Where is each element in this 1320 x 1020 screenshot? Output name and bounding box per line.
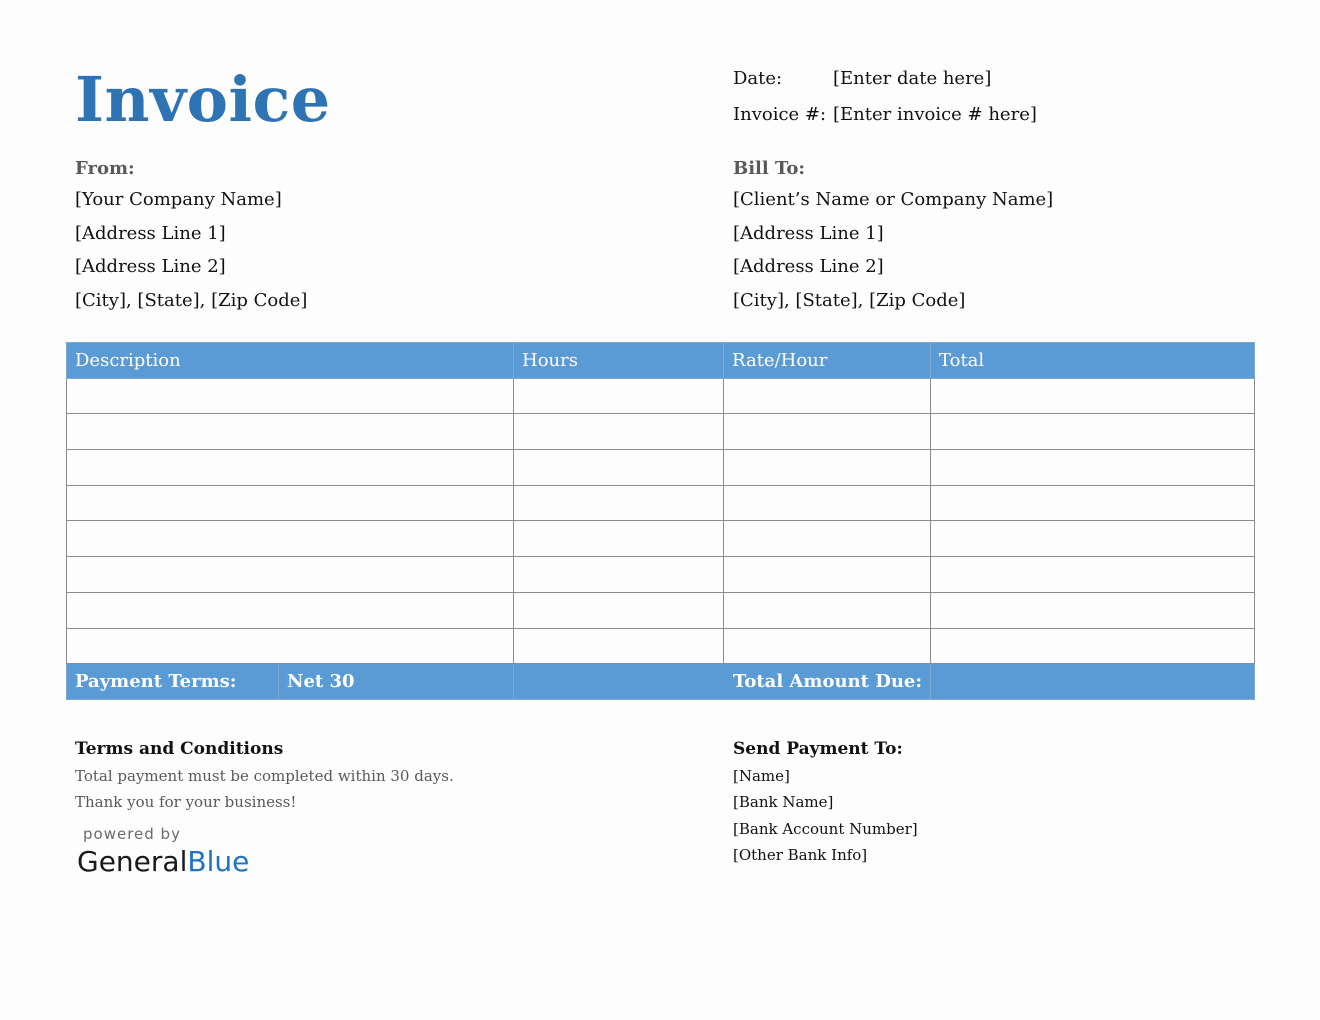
description-cell[interactable] <box>67 521 514 557</box>
table-row <box>67 521 1255 557</box>
bill-to-address-line-1[interactable]: [Address Line 1] <box>733 222 884 244</box>
table-footer-row <box>67 664 1255 700</box>
date-value[interactable]: [Enter date here] <box>833 68 992 89</box>
rate-cell[interactable] <box>724 557 931 593</box>
rate-cell[interactable] <box>724 450 931 486</box>
payment-other-info[interactable]: [Other Bank Info] <box>733 845 868 864</box>
powered-by-text: powered by <box>83 825 181 843</box>
total-cell[interactable] <box>931 592 1255 628</box>
terms-block <box>75 763 454 815</box>
date-row <box>733 67 991 91</box>
payment-terms-value[interactable]: Net 30 <box>279 664 514 700</box>
bill-to-heading: Bill To: <box>733 158 805 179</box>
bill-to-client-name[interactable]: [Client’s Name or Company Name] <box>733 189 1054 210</box>
generalblue-logo[interactable] <box>77 843 249 881</box>
description-cell[interactable] <box>67 378 514 414</box>
description-cell[interactable] <box>67 485 514 521</box>
from-heading: From: <box>75 158 135 179</box>
payment-bank-name[interactable]: [Bank Name] <box>733 793 834 812</box>
rate-cell[interactable] <box>724 592 931 628</box>
table-header-row <box>67 343 1255 379</box>
from-address-block <box>75 188 307 323</box>
logo-text-general: General <box>77 845 188 878</box>
description-cell[interactable] <box>67 592 514 628</box>
rate-cell[interactable] <box>724 414 931 450</box>
invoice-title: Invoice <box>75 63 331 136</box>
date-label: Date: <box>733 68 783 89</box>
total-cell[interactable] <box>931 378 1255 414</box>
hours-cell[interactable] <box>514 378 724 414</box>
total-amount-due-label: Total Amount Due: <box>514 664 931 700</box>
total-cell[interactable] <box>931 414 1255 450</box>
column-header-hours: Hours <box>514 343 724 379</box>
hours-cell[interactable] <box>514 628 724 664</box>
table-row <box>67 628 1255 664</box>
table-row <box>67 414 1255 450</box>
send-payment-block <box>733 763 918 868</box>
table-row <box>67 592 1255 628</box>
rate-cell[interactable] <box>724 521 931 557</box>
payment-bank-account[interactable]: [Bank Account Number] <box>733 819 918 838</box>
description-cell[interactable] <box>67 557 514 593</box>
line-items-table <box>66 342 1255 700</box>
total-cell[interactable] <box>931 521 1255 557</box>
from-company-name[interactable]: [Your Company Name] <box>75 189 282 210</box>
hours-cell[interactable] <box>514 521 724 557</box>
total-amount-due-value[interactable] <box>931 664 1255 700</box>
invoice-number-value[interactable]: [Enter invoice # here] <box>833 104 1037 125</box>
column-header-rate-hour: Rate/Hour <box>724 343 931 379</box>
bill-to-address-line-2[interactable]: [Address Line 2] <box>733 256 884 278</box>
column-header-total: Total <box>931 343 1255 379</box>
from-address-line-1[interactable]: [Address Line 1] <box>75 222 226 244</box>
payment-name[interactable]: [Name] <box>733 767 790 785</box>
hours-cell[interactable] <box>514 485 724 521</box>
column-header-description: Description <box>67 343 514 379</box>
table-row <box>67 485 1255 521</box>
hours-cell[interactable] <box>514 450 724 486</box>
rate-cell[interactable] <box>724 378 931 414</box>
invoice-number-label: Invoice #: <box>733 104 827 125</box>
hours-cell[interactable] <box>514 557 724 593</box>
from-city-state-zip[interactable]: [City], [State], [Zip Code] <box>75 290 308 312</box>
description-cell[interactable] <box>67 414 514 450</box>
description-cell[interactable] <box>67 450 514 486</box>
table-row <box>67 557 1255 593</box>
send-payment-heading: Send Payment To: <box>733 739 903 759</box>
hours-cell[interactable] <box>514 414 724 450</box>
terms-heading: Terms and Conditions <box>75 739 284 759</box>
logo-text-blue: Blue <box>187 845 250 878</box>
description-cell[interactable] <box>67 628 514 664</box>
total-cell[interactable] <box>931 628 1255 664</box>
bill-to-address-block <box>733 188 1053 323</box>
invoice-number-row <box>733 103 1037 127</box>
terms-line: Total payment must be completed within 30 days. <box>75 767 454 785</box>
rate-cell[interactable] <box>724 485 931 521</box>
total-cell[interactable] <box>931 557 1255 593</box>
total-cell[interactable] <box>931 485 1255 521</box>
from-address-line-2[interactable]: [Address Line 2] <box>75 256 226 278</box>
rate-cell[interactable] <box>724 628 931 664</box>
payment-terms-label: Payment Terms: <box>67 664 279 700</box>
total-cell[interactable] <box>931 450 1255 486</box>
hours-cell[interactable] <box>514 592 724 628</box>
table-row <box>67 450 1255 486</box>
bill-to-city-state-zip[interactable]: [City], [State], [Zip Code] <box>733 290 966 312</box>
table-row <box>67 378 1255 414</box>
terms-line: Thank you for your business! <box>75 793 297 811</box>
